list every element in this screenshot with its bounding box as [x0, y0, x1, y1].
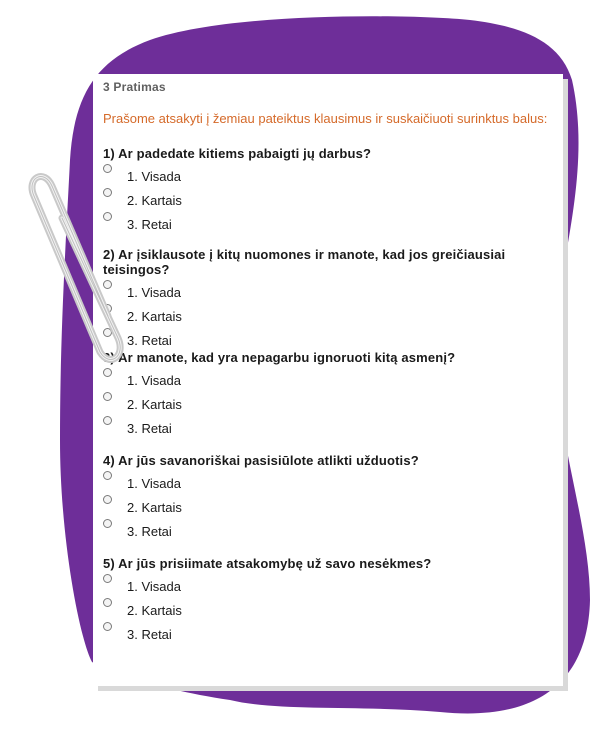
- option-label: 1. Visada: [127, 476, 181, 491]
- option-visada[interactable]: [103, 280, 543, 304]
- exercise-card: [93, 74, 563, 686]
- option-visada[interactable]: [103, 471, 543, 495]
- option-label: 3. Retai: [127, 421, 172, 436]
- radio-button[interactable]: [103, 392, 112, 401]
- option-label: 3. Retai: [127, 217, 172, 232]
- question-text: 4) Ar jūs savanoriškai pasisiūlote atlikti užduotis?: [103, 453, 419, 468]
- option-retai[interactable]: [103, 212, 543, 236]
- option-label: 2. Kartais: [127, 309, 182, 324]
- radio-button[interactable]: [103, 328, 112, 337]
- card-title: 3 Pratimas: [103, 80, 166, 94]
- option-label: 1. Visada: [127, 169, 181, 184]
- radio-button[interactable]: [103, 164, 112, 173]
- radio-button[interactable]: [103, 471, 112, 480]
- question-text: 3) Ar manote, kad yra nepagarbu ignoruoti kitą asmenį?: [103, 350, 456, 365]
- intro-text: Prašome atsakyti į žemiau pateiktus klausimus ir suskaičiuoti surinktus balus:: [103, 111, 548, 126]
- question-1: [103, 146, 543, 236]
- question-text: 5) Ar jūs prisiimate atsakomybę už savo nesėkmes?: [103, 556, 432, 571]
- radio-button[interactable]: [103, 368, 112, 377]
- radio-button[interactable]: [103, 212, 112, 221]
- radio-button[interactable]: [103, 519, 112, 528]
- option-label: 2. Kartais: [127, 500, 182, 515]
- option-visada[interactable]: [103, 164, 543, 188]
- question-text: 2) Ar įsiklausote į kitų nuomones ir manote, kad jos greičiausiai teisingos?: [103, 247, 506, 277]
- question-text: 1) Ar padedate kitiems pabaigti jų darbus?: [103, 146, 372, 161]
- option-retai[interactable]: [103, 519, 543, 543]
- radio-button[interactable]: [103, 622, 112, 631]
- option-label: 3. Retai: [127, 524, 172, 539]
- question-3: [103, 350, 543, 440]
- radio-button[interactable]: [103, 574, 112, 583]
- option-label: 1. Visada: [127, 285, 181, 300]
- radio-button[interactable]: [103, 495, 112, 504]
- radio-button[interactable]: [103, 280, 112, 289]
- option-label: 3. Retai: [127, 333, 172, 348]
- option-label: 3. Retai: [127, 627, 172, 642]
- question-4: [103, 453, 543, 543]
- option-retai[interactable]: [103, 622, 543, 646]
- question-5: [103, 556, 543, 646]
- option-retai[interactable]: [103, 328, 543, 352]
- option-kartais[interactable]: [103, 392, 543, 416]
- radio-button[interactable]: [103, 598, 112, 607]
- option-kartais[interactable]: [103, 495, 543, 519]
- question-2: [103, 247, 543, 352]
- option-visada[interactable]: [103, 574, 543, 598]
- option-label: 1. Visada: [127, 373, 181, 388]
- option-label: 2. Kartais: [127, 193, 182, 208]
- option-retai[interactable]: [103, 416, 543, 440]
- option-kartais[interactable]: [103, 304, 543, 328]
- option-kartais[interactable]: [103, 188, 543, 212]
- option-label: 2. Kartais: [127, 603, 182, 618]
- option-visada[interactable]: [103, 368, 543, 392]
- radio-button[interactable]: [103, 188, 112, 197]
- radio-button[interactable]: [103, 416, 112, 425]
- radio-button[interactable]: [103, 304, 112, 313]
- option-kartais[interactable]: [103, 598, 543, 622]
- option-label: 2. Kartais: [127, 397, 182, 412]
- option-label: 1. Visada: [127, 579, 181, 594]
